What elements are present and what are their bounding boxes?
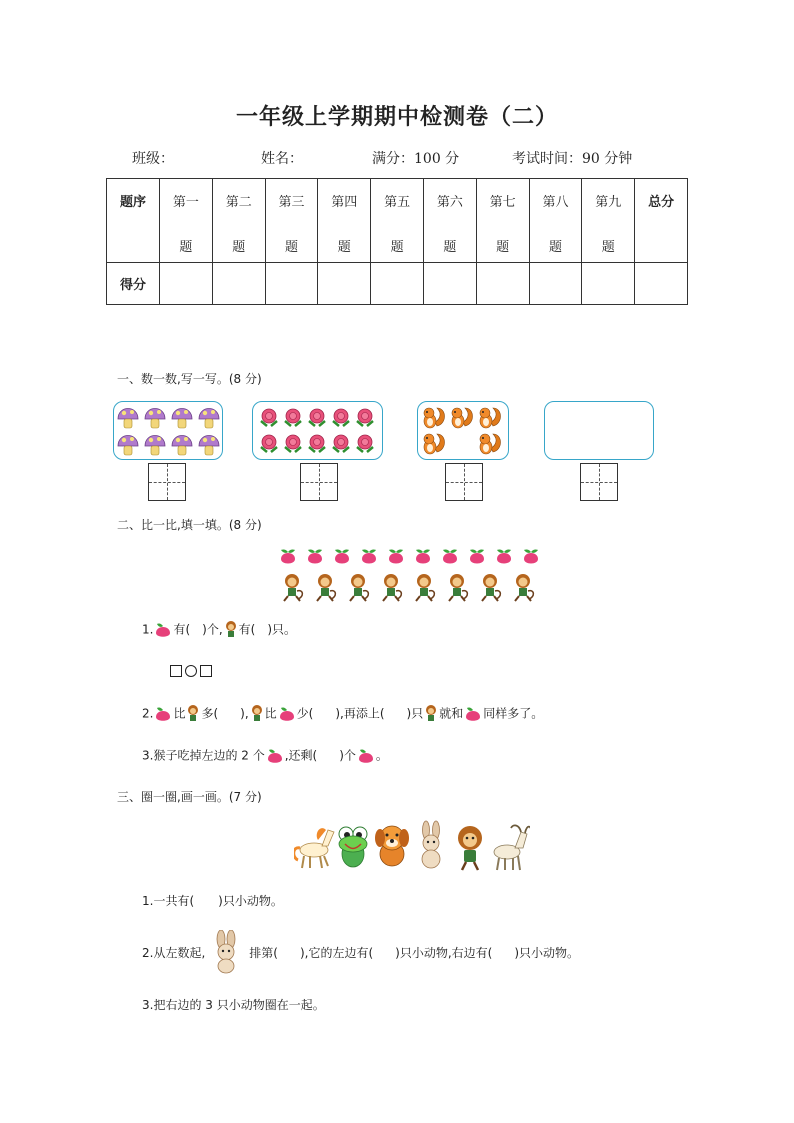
question-col-header — [265, 179, 318, 263]
flower-box — [252, 401, 383, 460]
s3-q1: 1.一共有( )只小动物。 — [142, 894, 283, 908]
peach-icon — [356, 746, 376, 766]
q-text: 比 — [173, 706, 186, 721]
q-text: )只 — [406, 706, 424, 721]
flower-icon — [309, 409, 325, 426]
score-cell[interactable] — [371, 263, 424, 305]
peach-icon — [497, 550, 511, 564]
question-col-top: 第二 — [225, 195, 252, 210]
monkey-icon — [223, 620, 239, 640]
question-col-header — [582, 179, 635, 263]
mushroom-box — [113, 401, 223, 460]
question-col-top: 第八 — [542, 195, 569, 210]
flower-icon — [261, 435, 277, 452]
name-label: 姓名： — [261, 151, 303, 167]
s2-q1 — [142, 620, 296, 640]
peach-icon — [153, 620, 173, 640]
q-text: )只。 — [267, 622, 297, 637]
write-box-3[interactable] — [445, 463, 483, 501]
monkey-icon — [515, 574, 533, 601]
q-text: 2.从左数起, — [142, 945, 206, 960]
mushroom-icon — [118, 409, 138, 429]
question-col-top: 第四 — [331, 195, 358, 210]
question-col-label — [160, 191, 212, 255]
s3-q3: 3.把右边的 3 只小动物圈在一起。 — [142, 998, 325, 1012]
question-col-bottom: 题 — [496, 240, 510, 255]
class-label: 班级： — [132, 151, 174, 167]
q-num: 3. — [142, 748, 154, 763]
full-score: 满分：100 分 — [372, 151, 460, 167]
squirrel-group — [418, 402, 508, 459]
s2-q2 — [142, 704, 543, 724]
peach-icon — [443, 550, 457, 564]
monkey-icon — [482, 574, 500, 601]
squirrel-box — [417, 401, 509, 460]
question-col-label — [213, 191, 265, 255]
peach-icon — [470, 550, 484, 564]
flower-icon — [261, 409, 277, 426]
frog-icon — [339, 827, 367, 867]
peach-icon — [463, 704, 483, 724]
score-cell[interactable] — [423, 263, 476, 305]
q-text: )个 — [339, 748, 356, 763]
q-text: 少( — [296, 706, 314, 721]
q-text: 排第( — [249, 945, 278, 960]
question-col-label — [266, 191, 318, 255]
score-cell[interactable] — [529, 263, 582, 305]
mushroom-icon — [199, 409, 219, 429]
question-col-top: 第六 — [436, 195, 463, 210]
squirrel-icon — [452, 408, 473, 428]
monkey-icon — [423, 704, 439, 724]
flower-icon — [285, 435, 301, 452]
score-cell[interactable] — [476, 263, 529, 305]
question-col-bottom: 题 — [548, 240, 562, 255]
section3-heading: 三、圈一圈,画一画。(7 分) — [117, 790, 262, 804]
q-text: 多( — [201, 706, 219, 721]
score-table-score-row — [107, 263, 688, 305]
q-text: 比 — [264, 706, 277, 721]
peach-icon — [281, 550, 295, 564]
monkey-icon — [383, 574, 401, 601]
monkey-icon — [284, 574, 302, 601]
flower-icon — [333, 435, 349, 452]
peach-icon — [362, 550, 376, 564]
question-col-header — [529, 179, 582, 263]
squirrel-icon — [480, 434, 501, 454]
monkey-icon — [249, 704, 265, 724]
question-col-bottom: 题 — [390, 240, 404, 255]
question-col-top: 第九 — [595, 195, 622, 210]
total-label: 总分 — [635, 179, 688, 263]
monkey-icon — [350, 574, 368, 601]
q-text: ),再添上( — [335, 706, 385, 721]
goat-icon — [494, 825, 530, 870]
question-col-label — [371, 191, 423, 255]
score-cell[interactable] — [160, 263, 213, 305]
dog-icon — [375, 826, 409, 866]
q-text: 有( — [173, 622, 191, 637]
flower-icon — [333, 409, 349, 426]
q-num: 2. — [142, 706, 154, 721]
q-num: 1. — [142, 622, 154, 637]
question-col-bottom: 题 — [232, 240, 246, 255]
flower-icon — [285, 409, 301, 426]
score-label: 得分 — [107, 263, 160, 305]
peach-icon — [335, 550, 349, 564]
q-text: )只小动物。 — [514, 945, 580, 960]
s2-q3 — [142, 746, 388, 766]
mushroom-icon — [145, 436, 165, 456]
q-text: ),它的左边有( — [299, 945, 374, 960]
empty-draw-box[interactable] — [544, 401, 654, 460]
monkey-icon — [185, 704, 201, 724]
question-col-top: 第一 — [172, 195, 199, 210]
peach-icon — [308, 550, 322, 564]
question-col-label — [318, 191, 370, 255]
mushroom-icon — [145, 409, 165, 429]
peach-monkey-picture — [276, 545, 546, 605]
mushroom-icon — [172, 409, 192, 429]
peach-icon — [265, 746, 285, 766]
mushroom-icon — [199, 436, 219, 456]
page-title: 一年级上学期期中检测卷（二） — [235, 104, 558, 130]
question-col-header — [318, 179, 371, 263]
q-text: 有( — [238, 622, 256, 637]
squirrel-icon — [480, 408, 501, 428]
peach-icon — [416, 550, 430, 564]
monkey-icon — [458, 826, 482, 870]
s3-q2 — [142, 930, 579, 974]
section1-heading: 一、数一数,写一写。(8 分) — [117, 372, 262, 386]
question-col-bottom: 题 — [179, 240, 193, 255]
q-text: 猴子吃掉左边的 2 个 — [153, 748, 265, 763]
write-box-2[interactable] — [300, 463, 338, 501]
q-text: 就和 — [439, 706, 464, 721]
write-box-4[interactable] — [580, 463, 618, 501]
question-col-label — [530, 191, 582, 255]
mushroom-group — [114, 402, 222, 459]
question-col-header — [160, 179, 213, 263]
score-cell[interactable] — [265, 263, 318, 305]
square-blank[interactable] — [170, 665, 182, 677]
score-cell[interactable] — [582, 263, 635, 305]
animals-row — [294, 820, 530, 872]
flower-icon — [309, 435, 325, 452]
squirrel-icon — [424, 408, 445, 428]
q-text: ), — [240, 706, 249, 721]
squirrel-icon — [424, 434, 445, 454]
exam-time: 考试时间：90 分钟 — [512, 151, 633, 167]
score-cell[interactable] — [318, 263, 371, 305]
compare-symbols[interactable] — [170, 660, 212, 679]
question-col-top: 第七 — [489, 195, 516, 210]
peach-icon — [277, 704, 297, 724]
q-text: 同样多了。 — [483, 706, 544, 721]
monkey-icon — [317, 574, 335, 601]
q-text: 。 — [375, 748, 388, 763]
question-col-label — [477, 191, 529, 255]
question-col-header — [371, 179, 424, 263]
question-col-label — [582, 191, 634, 255]
question-col-header — [423, 179, 476, 263]
flower-icon — [357, 435, 373, 452]
rabbit-icon — [207, 930, 247, 974]
question-col-bottom: 题 — [337, 240, 351, 255]
question-col-label — [424, 191, 476, 255]
rabbit-icon — [422, 821, 440, 868]
question-col-bottom: 题 — [601, 240, 615, 255]
question-col-header — [476, 179, 529, 263]
score-cell[interactable] — [212, 263, 265, 305]
q-text: )个, — [202, 622, 223, 637]
question-col-bottom: 题 — [284, 240, 298, 255]
write-box-1[interactable] — [148, 463, 186, 501]
flower-group — [253, 402, 382, 459]
peach-icon — [389, 550, 403, 564]
score-cell[interactable] — [635, 263, 688, 305]
horse-icon — [294, 828, 334, 868]
q-text: )只小动物,右边有( — [395, 945, 493, 960]
peach-icon — [524, 550, 538, 564]
order-label: 题序 — [107, 179, 160, 263]
square-blank[interactable] — [200, 665, 212, 677]
question-col-top: 第三 — [278, 195, 305, 210]
flower-icon — [357, 409, 373, 426]
score-table-header-row — [107, 179, 688, 263]
monkey-icon — [449, 574, 467, 601]
mushroom-icon — [118, 436, 138, 456]
question-col-header — [212, 179, 265, 263]
question-col-bottom: 题 — [443, 240, 457, 255]
score-table — [106, 178, 688, 305]
monkey-icon — [416, 574, 434, 601]
peach-icon — [153, 704, 173, 724]
circle-blank[interactable] — [185, 665, 197, 677]
q-text: ,还剩( — [284, 748, 318, 763]
section2-heading: 二、比一比,填一填。(8 分) — [117, 518, 262, 532]
mushroom-icon — [172, 436, 192, 456]
question-col-top: 第五 — [384, 195, 411, 210]
